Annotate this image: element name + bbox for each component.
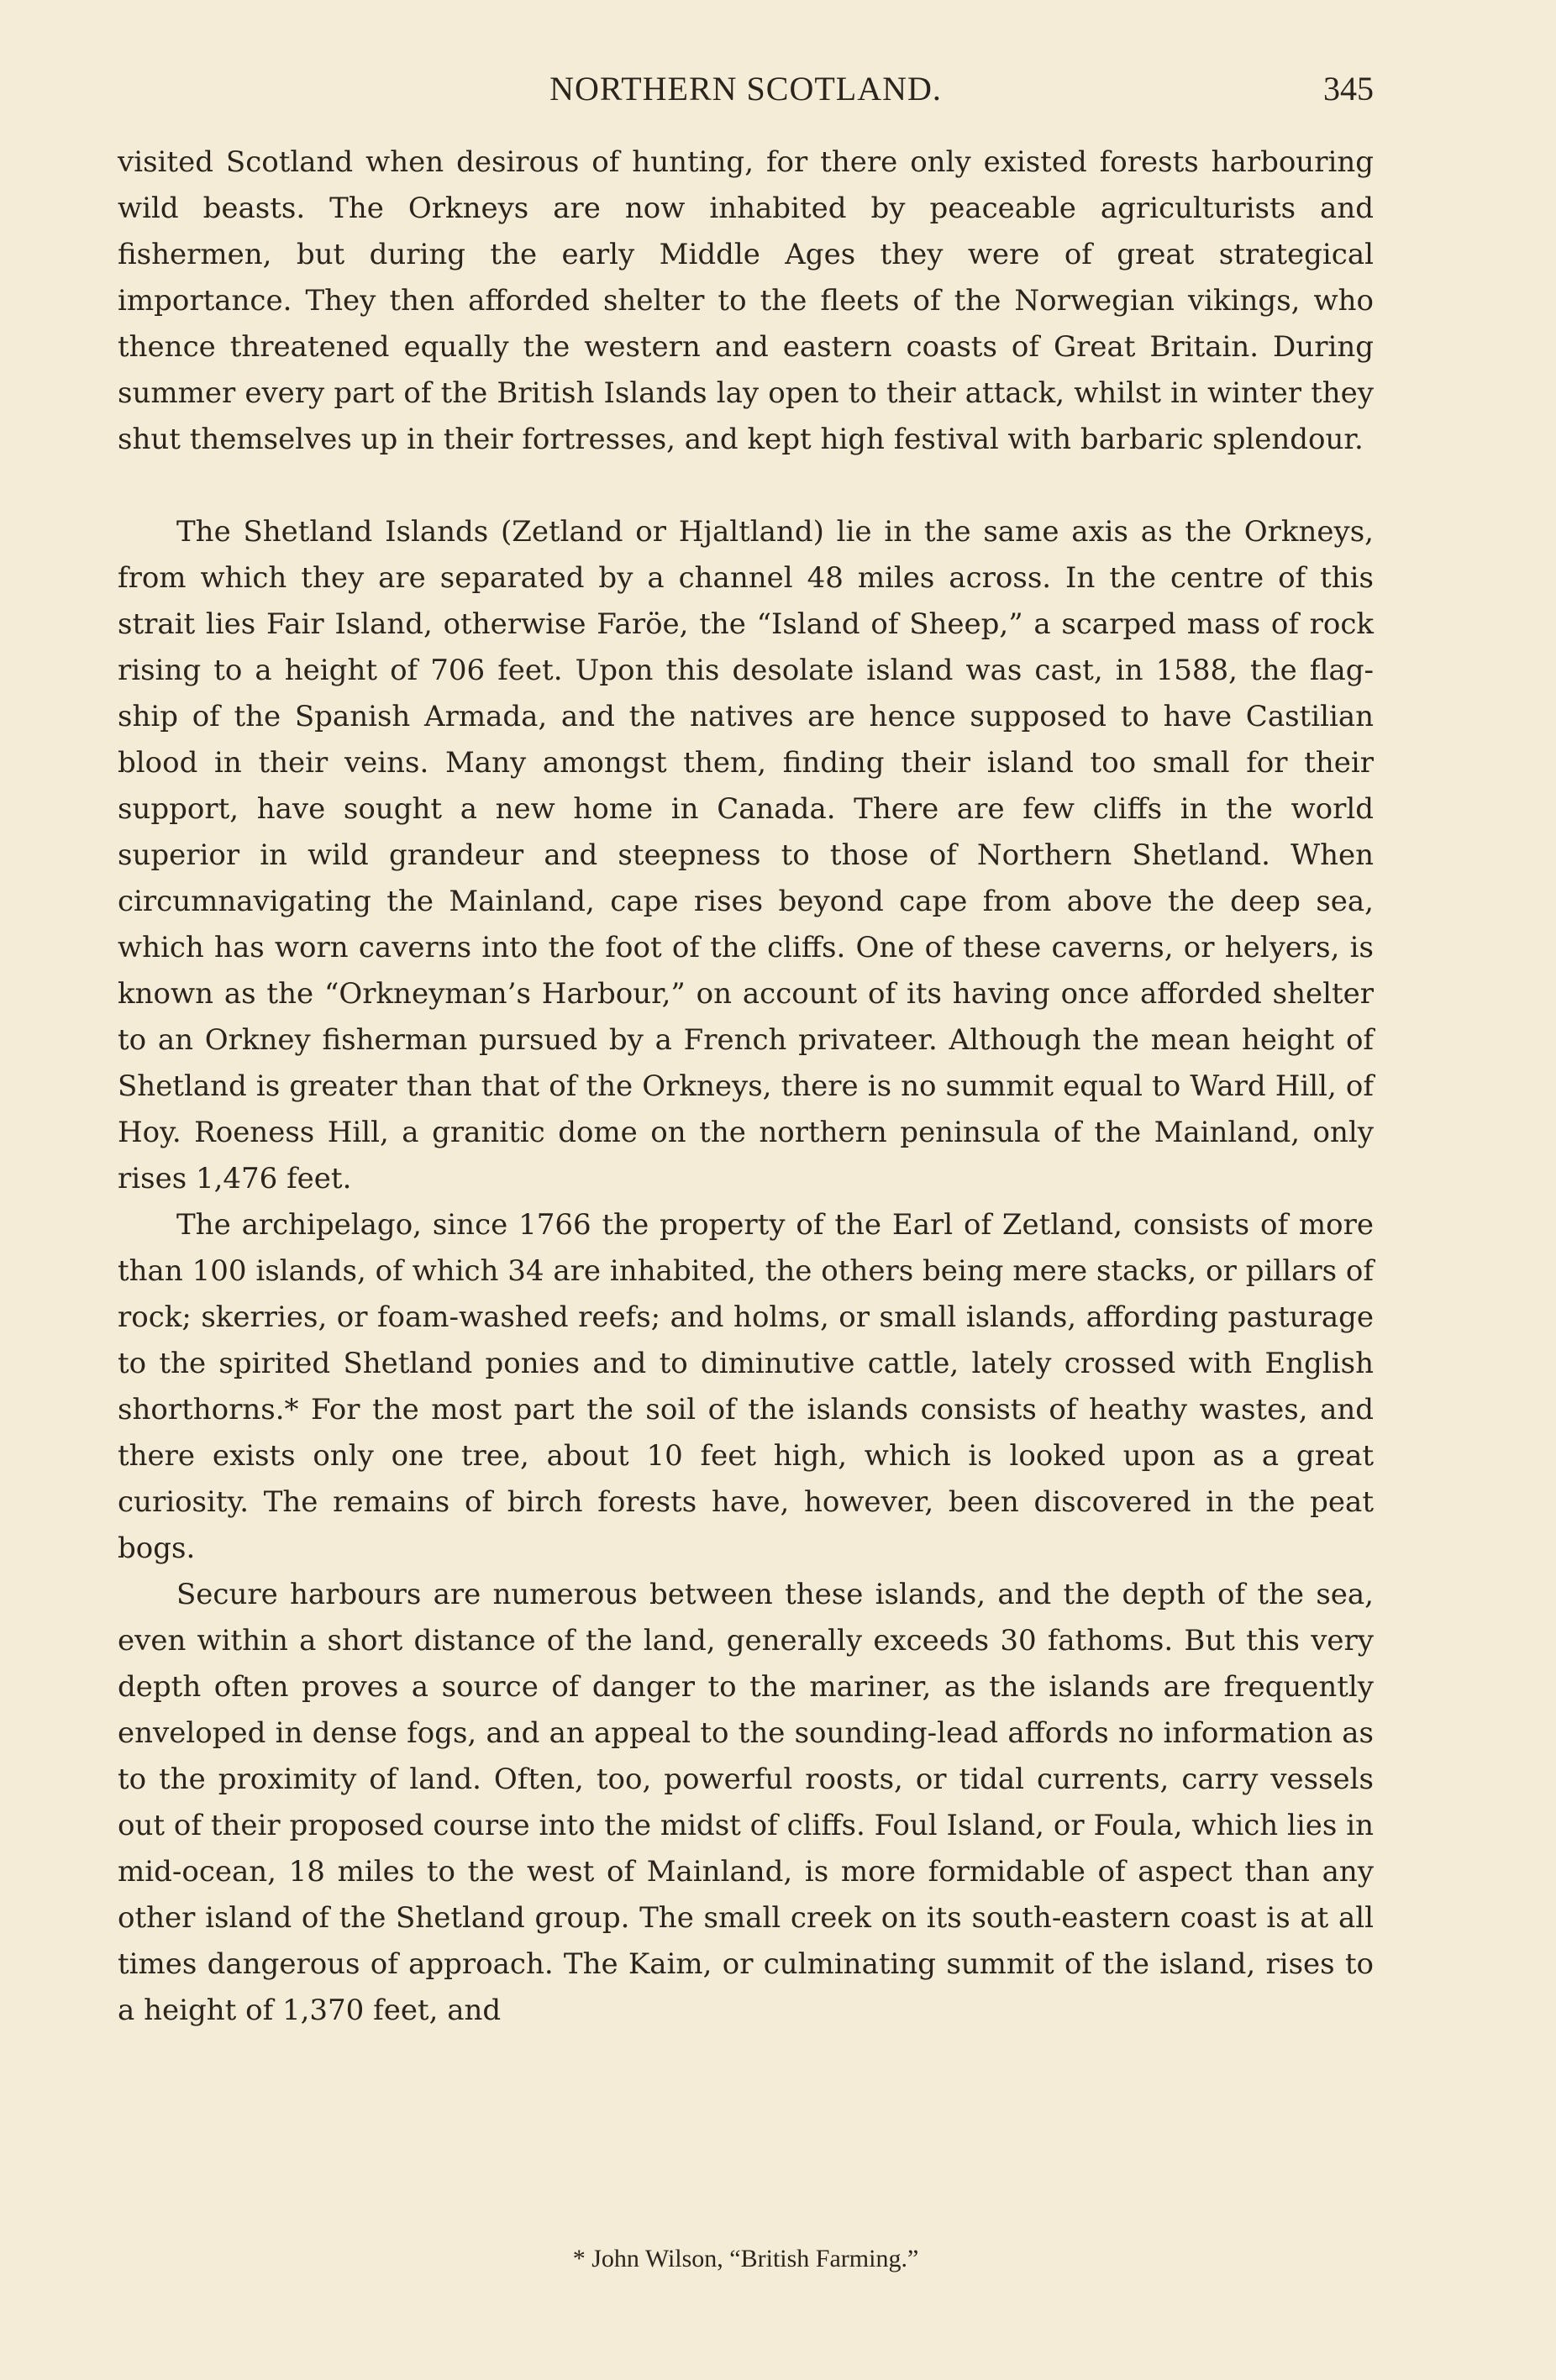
running-title: NORTHERN SCOTLAND. — [549, 70, 942, 108]
paragraph-continued: visited Scotland when desirous of hunting, for there only existed forests harbouring wild beasts. The Orkneys are now inhabited by peaceable agriculturists and fishermen, but during the early Middle Ages they were of great strategical importance. They then afforded shelter to the fleets of the Norwegian vikings, who thence threatened equally the western and eastern coasts of Great Britain. During summer every part of the British Islands lay open to their attack, whilst in winter they shut themselves up in their fortresses, and kept high festival with barbaric splendour. — [118, 145, 1374, 456]
footnote: * John Wilson, “British Farming.” — [572, 2245, 919, 2272]
page-number: 345 — [1323, 70, 1374, 108]
paragraph-archipelago: The archipelago, since 1766 the property of the Earl of Zetland, consists of more than 100 islands, of which 34 are inhabited, the others being mere stacks, or pillars of rock; skerries, or foam-washed reefs; and holms, or small islands, affording pasturage to the spirited Shetland ponies and to diminutive cattle, lately crossed with English shorthorns.* For the most part the soil of the islands consists of heathy wastes, and there exists only one tree, about 10 feet high, which is looked upon as a great curiosity. The remains of birch forests have, however, been discovered in the peat bogs. — [118, 1208, 1374, 1565]
body-text — [118, 139, 1374, 2034]
paragraph-shetland-intro: The Shetland Islands (Zetland or Hjaltland) lie in the same axis as the Orkneys, from which they are separated by a channel 48 miles across. In the centre of this strait lies Fair Island, otherwise Faröe, the “Island of Sheep,” a scarped mass of rock rising to a height of 706 feet. Upon this desolate island was cast, in 1588, the flag-ship of the Spanish Armada, and the natives are hence supposed to have Castilian blood in their veins. Many amongst them, finding their island too small for their support, have sought a new home in Canada. There are few cliffs in the world superior in wild grandeur and steepness to those of Northern Shetland. When circumnavigating the Mainland, cape rises beyond cape from above the deep sea, which has worn caverns into the foot of the cliffs. One of these caverns, or helyers, is known as the “Orkneyman’s Harbour,” on account of its having once afforded shelter to an Orkney fisherman pursued by a French privateer. Although the mean height of Shetland is greater than that of the Orkneys, there is no summit equal to Ward Hill, of Hoy. Roeness Hill, a granitic dome on the northern peninsula of the Mainland, only rises 1,476 feet. — [118, 515, 1374, 1195]
paragraph-harbours: Secure harbours are numerous between these islands, and the depth of the sea, even within a short distance of the land, generally exceeds 30 fathoms. But this very depth often proves a source of danger to the mariner, as the islands are frequently enveloped in dense fogs, and an appeal to the sounding-lead affords no information as to the proximity of land. Often, too, powerful roosts, or tidal currents, carry vessels out of their proposed course into the midst of cliffs. Foul Island, or Foula, which lies in mid-ocean, 18 miles to the west of Mainland, is more formidable of aspect than any other island of the Shetland group. The small creek on its south-eastern coast is at all times dangerous of approach. The Kaim, or culminating summit of the island, rises to a height of 1,370 feet, and — [118, 1578, 1374, 2027]
running-header — [118, 69, 1374, 119]
